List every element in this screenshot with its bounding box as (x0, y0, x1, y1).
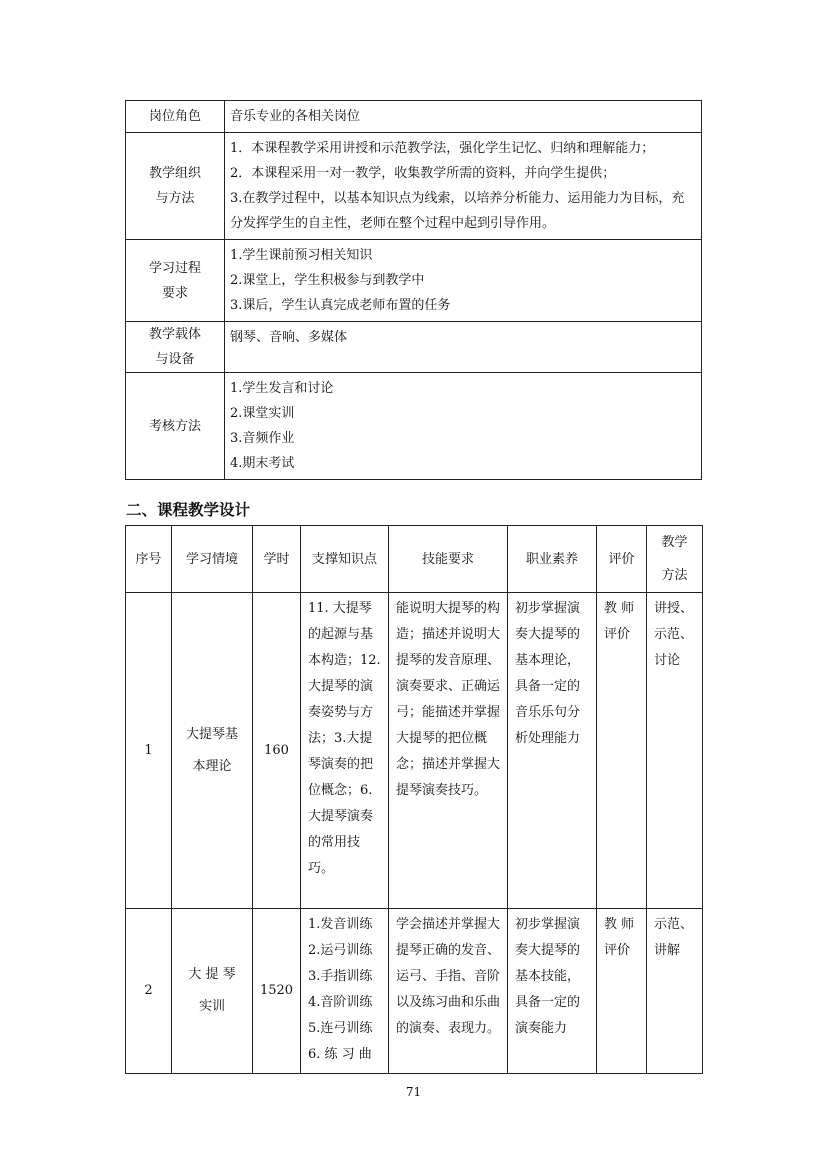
cell-knowledge: 11. 大提琴的起源与基本构造；12. 大提琴的演奏姿势与方法；3.大提琴演奏的把位概念；6.大提琴演奏的常用技巧。 (301, 593, 389, 909)
row-label: 岗位角色 (126, 101, 225, 133)
table-row (126, 373, 702, 480)
header-quality: 职业素养 (508, 526, 597, 593)
cell-hours: 1520 (253, 909, 301, 1074)
cell-situation: 大 提 琴实训 (172, 909, 253, 1074)
cell-num: 2 (126, 909, 172, 1074)
cell-quality: 初步掌握演奏大提琴的基本技能，具备一定的演奏能力 (508, 909, 597, 1074)
header-num: 序号 (126, 526, 172, 593)
table-row (126, 593, 703, 909)
cell-method: 讲授、示范、讨论 (647, 593, 703, 909)
table-header-row (126, 526, 703, 593)
header-knowledge: 支撑知识点 (301, 526, 389, 593)
section-title: 二、课程教学设计 (126, 501, 251, 519)
row-content: 1．本课程教学采用讲授和示范教学法，强化学生记忆、归纳和理解能力； 2．本课程采用一对一教学，收集教学所需的资料，并向学生提供； 3.在教学过程中，以基本知识点为线索，以培养分析能力、运用能力为目标，充分发挥学生的自主性，老师在整个过程中起到引导作用。 (225, 133, 702, 240)
row-label: 考核方法 (126, 373, 225, 480)
header-evaluation: 评价 (597, 526, 647, 593)
header-method: 教学方法 (647, 526, 703, 593)
cell-quality: 初步掌握演奏大提琴的基本理论，具备一定的音乐乐句分析处理能力 (508, 593, 597, 909)
row-label: 教学组织与方法 (126, 133, 225, 240)
header-situation: 学习情境 (172, 526, 253, 593)
course-design-table (125, 525, 703, 1074)
table-row (126, 133, 702, 240)
row-content: 1.学生发言和讨论 2.课堂实训 3.音频作业 4.期末考试 (225, 373, 702, 480)
cell-method: 示范、讲解 (647, 909, 703, 1074)
table-row (126, 322, 702, 373)
row-content: 音乐专业的各相关岗位 (225, 101, 702, 133)
table-row (126, 240, 702, 322)
cell-skills: 学会描述并掌握大提琴正确的发音、运弓、手指、音阶以及练习曲和乐曲的演奏、表现力。 (389, 909, 508, 1074)
header-skills: 技能要求 (389, 526, 508, 593)
course-info-table (125, 100, 702, 480)
cell-knowledge: 1.发音训练 2.运弓训练 3.手指训练 4.音阶训练 5.连弓训练 6. 练 习 曲 (301, 909, 389, 1074)
cell-evaluation: 教 师评价 (597, 909, 647, 1074)
cell-situation: 大提琴基本理论 (172, 593, 253, 909)
row-label: 学习过程要求 (126, 240, 225, 322)
cell-num: 1 (126, 593, 172, 909)
row-content: 1.学生课前预习相关知识 2.课堂上，学生积极参与到教学中 3.课后，学生认真完成老师布置的任务 (225, 240, 702, 322)
cell-evaluation: 教 师评价 (597, 593, 647, 909)
page-number: 71 (405, 1085, 422, 1099)
table-row (126, 101, 702, 133)
header-hours: 学时 (253, 526, 301, 593)
table-row (126, 909, 703, 1074)
cell-skills: 能说明大提琴的构造；描述并说明大提琴的发音原理、演奏要求、正确运弓；能描述并掌握大提琴的把位概念；描述并掌握大提琴演奏技巧。 (389, 593, 508, 909)
row-label: 教学载体与设备 (126, 322, 225, 373)
cell-hours: 160 (253, 593, 301, 909)
row-content: 钢琴、音响、多媒体 (225, 322, 702, 373)
